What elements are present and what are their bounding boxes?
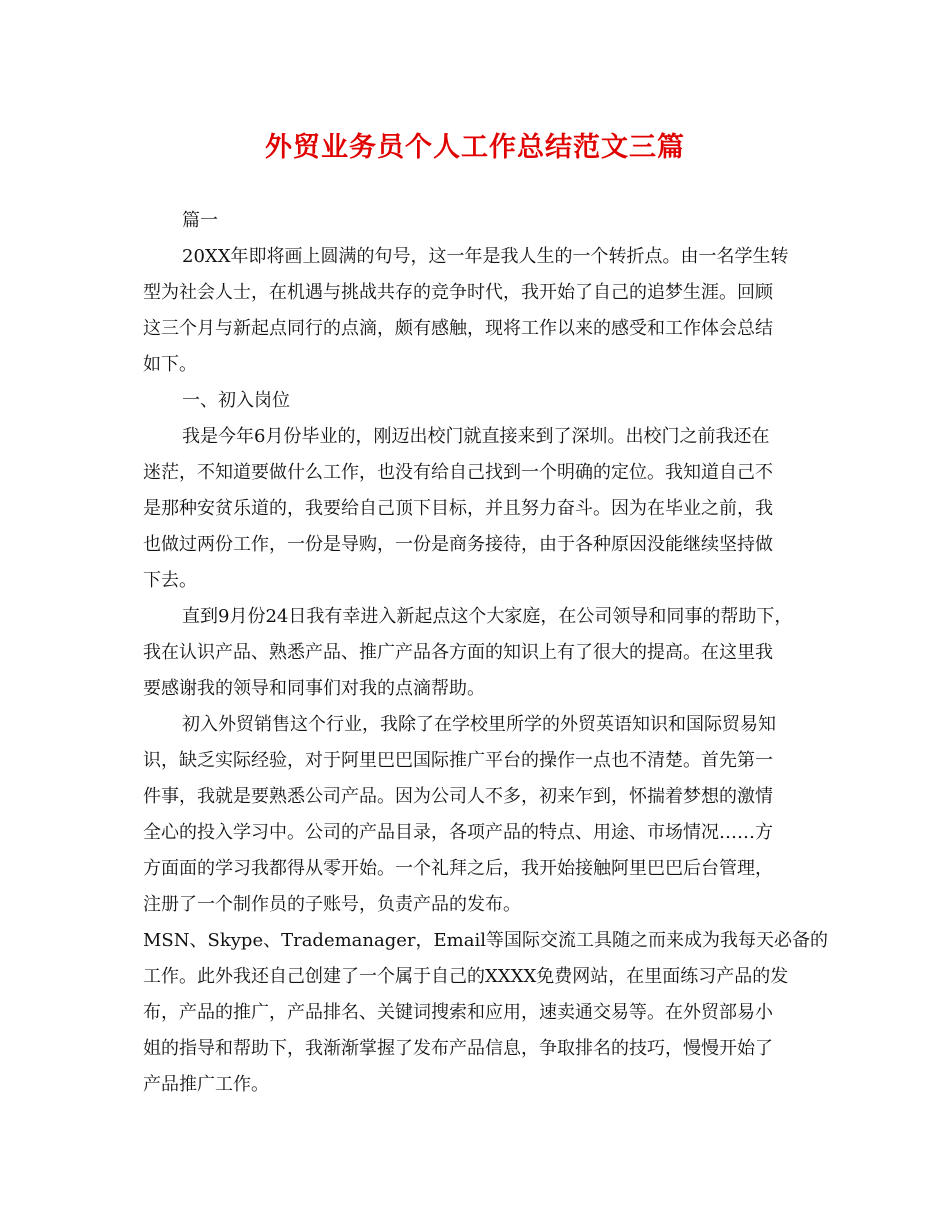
paragraph-line: 姐的指导和帮助下，我渐渐掌握了发布产品信息，争取排名的技巧，慢慢开始了: [143, 1038, 773, 1059]
paragraph-line: 件事，我就是要熟悉公司产品。因为公司人不多，初来乍到，怀揣着梦想的激情: [143, 786, 773, 807]
paragraph-line: 方面面的学习我都得从零开始。一个礼拜之后，我开始接触阿里巴巴后台管理，: [143, 858, 773, 879]
paragraph-line: 这三个月与新起点同行的点滴，颇有感触，现将工作以来的感受和工作体会总结: [143, 318, 773, 339]
paragraph-line: 是那种安贫乐道的，我要给自己顶下目标，并且努力奋斗。因为在毕业之前，我: [143, 498, 773, 519]
paragraph-line: 型为社会人士，在机遇与挑战共存的竞争时代，我开始了自己的追梦生涯。回顾: [143, 282, 773, 303]
paragraph-line: 布，产品的推广，产品排名、关键词搜索和应用，速卖通交易等。在外贸部易小: [143, 1002, 773, 1023]
section-heading: 篇一: [182, 210, 218, 231]
paragraph-line: 20XX年即将画上圆满的句号，这一年是我人生的一个转折点。由一名学生转: [182, 246, 789, 267]
paragraph-line: 全心的投入学习中。公司的产品目录，各项产品的特点、用途、市场情况……方: [143, 822, 773, 843]
paragraph-line: 迷茫，不知道要做什么工作，也没有给自己找到一个明确的定位。我知道自己不: [143, 462, 773, 483]
paragraph-line: MSN、Skype、Trademanager，Email等国际交流工具随之而来成为我每天必备的: [143, 930, 828, 951]
paragraph-line: 产品推广工作。: [143, 1074, 269, 1095]
paragraph-line: 我是今年6月份毕业的，刚迈出校门就直接来到了深圳。出校门之前我还在: [182, 426, 770, 447]
paragraph-line: 工作。此外我还自己创建了一个属于自己的XXXX免费网站，在里面练习产品的发: [143, 966, 789, 987]
paragraph-line: 下去。: [143, 570, 197, 591]
paragraph-line: 直到9月份24日我有幸进入新起点这个大家庭，在公司领导和同事的帮助下，: [182, 606, 793, 627]
subsection-heading: 一、初入岗位: [182, 390, 290, 411]
paragraph-line: 也做过两份工作，一份是导购，一份是商务接待，由于各种原因没能继续坚持做: [143, 534, 773, 555]
paragraph-line: 如下。: [143, 354, 197, 375]
paragraph-line: 我在认识产品、熟悉产品、推广产品各方面的知识上有了很大的提高。在这里我: [143, 642, 773, 663]
document-title: 外贸业务员个人工作总结范文三篇: [265, 132, 685, 163]
paragraph-line: 要感谢我的领导和同事们对我的点滴帮助。: [143, 678, 485, 699]
paragraph-line: 初入外贸销售这个行业，我除了在学校里所学的外贸英语知识和国际贸易知: [182, 714, 776, 735]
paragraph-line: 识，缺乏实际经验，对于阿里巴巴国际推广平台的操作一点也不清楚。首先第一: [143, 750, 773, 771]
paragraph-line: 注册了一个制作员的子账号，负责产品的发布。: [143, 894, 521, 915]
